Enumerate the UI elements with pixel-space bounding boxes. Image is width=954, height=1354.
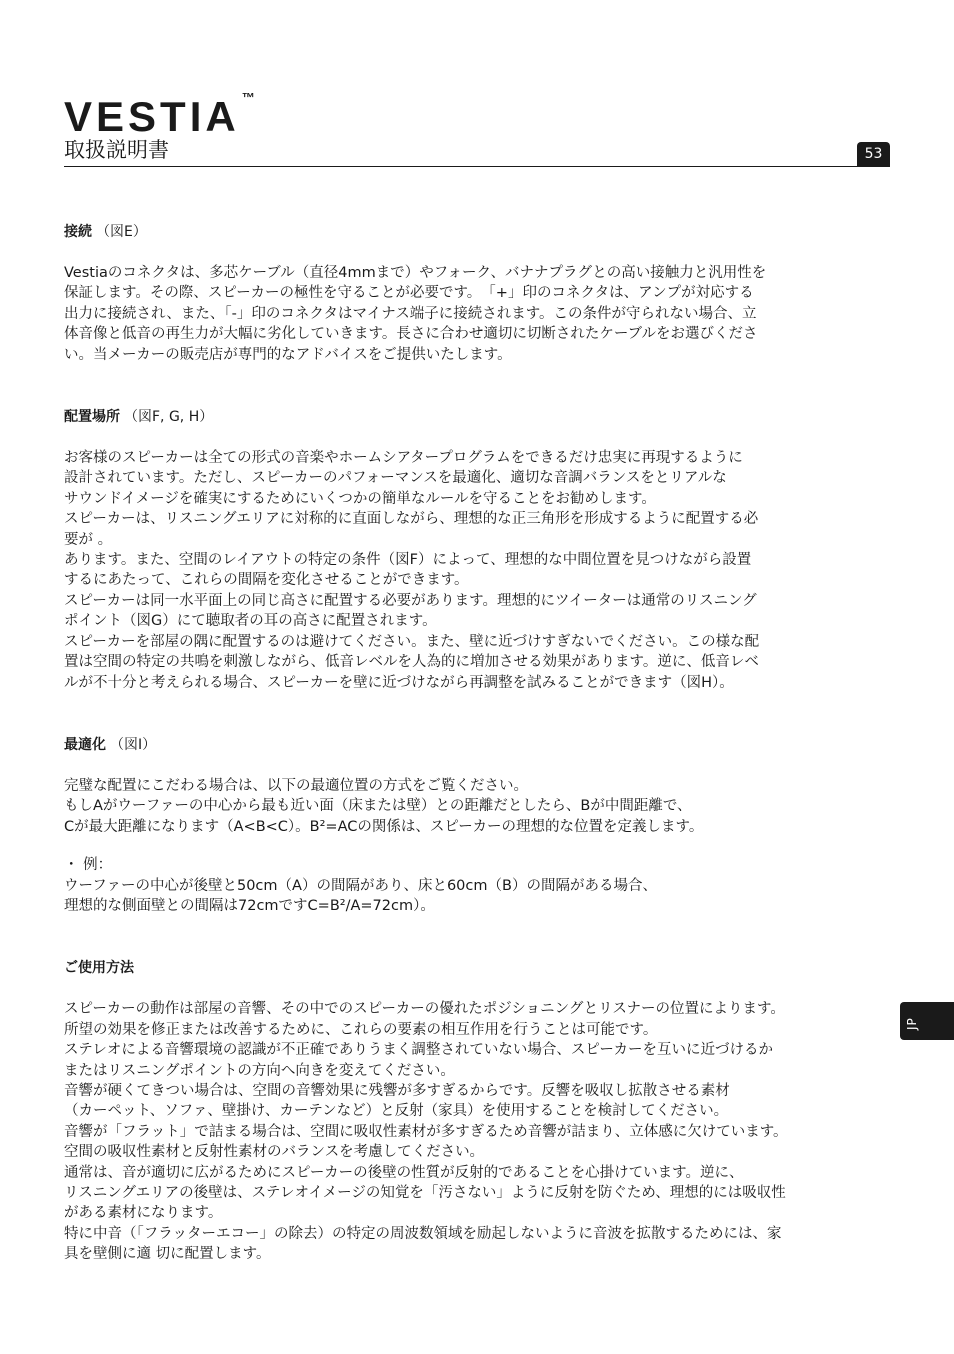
header-divider [64,166,890,167]
paragraph-line: 完璧な配置にこだわる場合は、以下の最適位置の方式をご覧ください。 [64,777,528,794]
section-heading [64,958,890,978]
figure-reference: （図I） [110,736,157,753]
section-usage [64,958,890,1264]
example-line: ウーファーの中心が後壁と50cm（A）の間隔があり、床と60cm（B）の間隔がある場合、 [64,877,657,894]
paragraph-line: 音響が硬くてきつい場合は、空間の音響効果に残響が多すぎるからです。反響を吸収し拡散させる素材 [64,1082,730,1099]
brand-logo [64,88,255,141]
language-tab-label: JP [905,1017,919,1030]
paragraph-line: スピーカーの動作は部屋の音響、その中でのスピーカーの優れたポジショニングとリスナーの位置によります。 [64,1001,785,1018]
paragraph-line: い。当メーカーの販売店が専門的なアドバイスをご提供いたします。 [64,346,512,363]
paragraph-line: サウンドイメージを確実にするためにいくつかの簡単なルールを守ることをお勧めします。 [64,490,656,507]
paragraph-line: 所望の効果を修正または改善するために、これらの要素の相互作用を行うことは可能です。 [64,1021,658,1038]
paragraph-line: 体音像と低音の再生力が大幅に劣化していきます。長さに合わせ適切に切断されたケーブルをお選びくださ [64,326,758,343]
paragraph-line: スピーカーを部屋の隅に配置するのは避けてください。また、壁に近づけすぎないでください。この様な配 [64,633,760,650]
section-title: 接続 [64,224,92,240]
paragraph-line: 具を壁側に適 切に配置します。 [64,1246,271,1263]
paragraph-line: 設計されています。ただし、スピーカーのパフォーマンスを最適化、適切な音調バランスをとリアルな [64,470,727,487]
paragraph-line: ポイント（図G）にて聴取者の耳の高さに配置されます。 [64,613,437,630]
paragraph-line: がある素材になります。 [64,1205,223,1222]
language-tab [900,1002,954,1040]
paragraph-line: するにあたって、これらの間隔を変化させることができます。 [64,572,469,589]
paragraph-line: 通常は、音が適切に広がるためにスピーカーの後壁の性質が反射的であることを心掛けています。逆に、 [64,1164,744,1181]
paragraph-line: スピーカーは、リスニングエリアに対称的に直面しながら、理想的な正三角形を形成するように配置する必 [64,511,759,528]
document-title: 取扱説明書 [64,138,169,162]
paragraph-line: スピーカーは同一水平面上の同じ高さに配置する必要があります。理想的にツイーターは通常のリスニング [64,592,757,609]
paragraph-line: 置は空間の特定の共鳴を刺激しながら、低音レベルを人為的に増加させる効果があります。逆に、低音レベ [64,654,759,671]
paragraph-line: Vestiaのコネクタは、多芯ケーブル（直径4mmまで）やフォーク、バナナプラグとの高い接触力と汎用性を [64,265,767,281]
paragraph-line: 要が 。 [64,531,113,548]
section-title: 最適化 [64,736,106,753]
paragraph-line: またはリスニングポイントの方向へ向きを変えてください。 [64,1062,455,1079]
paragraph-line: 特に中音（「フラッターエコー」の除去）の特定の周波数領域を励起しないように音波を拡散するためには、家 [64,1225,782,1242]
example-label: ・ 例： [64,857,113,874]
section-heading [64,407,890,427]
paragraph-line: 音響が「フラット」で詰まる場合は、空間に吸収性素材が多すぎるため音響が詰まり、立体感に欠けています。 [64,1123,788,1140]
paragraph-line: お客様のスピーカーは全ての形式の音楽やホームシアタープログラムをできるだけ忠実に再現するように [64,450,743,467]
paragraph-line: （カーペット、ソファ、壁掛け、カーテンなど）と反射（家具）を使用することを検討してください。 [64,1103,729,1120]
section-connection [64,222,890,365]
paragraph-line: あります。また、空間のレイアウトの特定の条件（図F）によって、理想的な中間位置を見つけながら設置 [64,552,752,569]
trademark-symbol: ™ [241,90,255,105]
page-number-badge: 53 [857,142,890,166]
example-line: 理想的な側面壁との間隔は72cmですC=B²/A=72cm）。 [64,897,435,914]
paragraph-line: 空間の吸収性素材と反射性素材のバランスを考慮してください。 [64,1144,485,1161]
paragraph-line: 保証します。その際、スピーカーの極性を守ることが必要です。 「+」印のコネクタは、アンプが対応する [64,285,754,302]
paragraph-line: ルが不十分と考えられる場合、スピーカーを壁に近づけながら再調整を試みることができます（図H）。 [64,674,734,691]
section-heading [64,222,890,242]
section-title: ご使用方法 [64,960,134,977]
paragraph-line: 出力に接続され、また、「-」印のコネクタはマイナス端子に接続されます。この条件が守られない場合、立 [64,305,757,322]
manual-content [64,222,890,1265]
section-heading [64,735,890,755]
paragraph-line: もしAがウーファーの中心から最も近い面（床または壁）との距離だとしたら、Bが中間距離で、 [64,798,692,815]
paragraph-line: リスニングエリアの後壁は、ステレオイメージの知覚を「汚さない」ように反射を防ぐため、理想的には吸収性 [64,1185,786,1201]
section-title: 配置場所 [64,409,120,426]
figure-reference: （図F, G, H） [124,409,214,426]
figure-reference: （図E） [96,224,147,240]
section-placement [64,407,890,693]
section-optimization [64,735,890,916]
brand-name: VESTIA [64,93,240,140]
paragraph-line: ステレオによる音響環境の認識が不正確でありうまく調整されていない場合、スピーカーを互いに近づけるか [64,1042,774,1059]
paragraph-line: Cが最大距離になります（A<B<C）。B²=ACの関係は、スピーカーの理想的な位置を定義します。 [64,818,704,835]
